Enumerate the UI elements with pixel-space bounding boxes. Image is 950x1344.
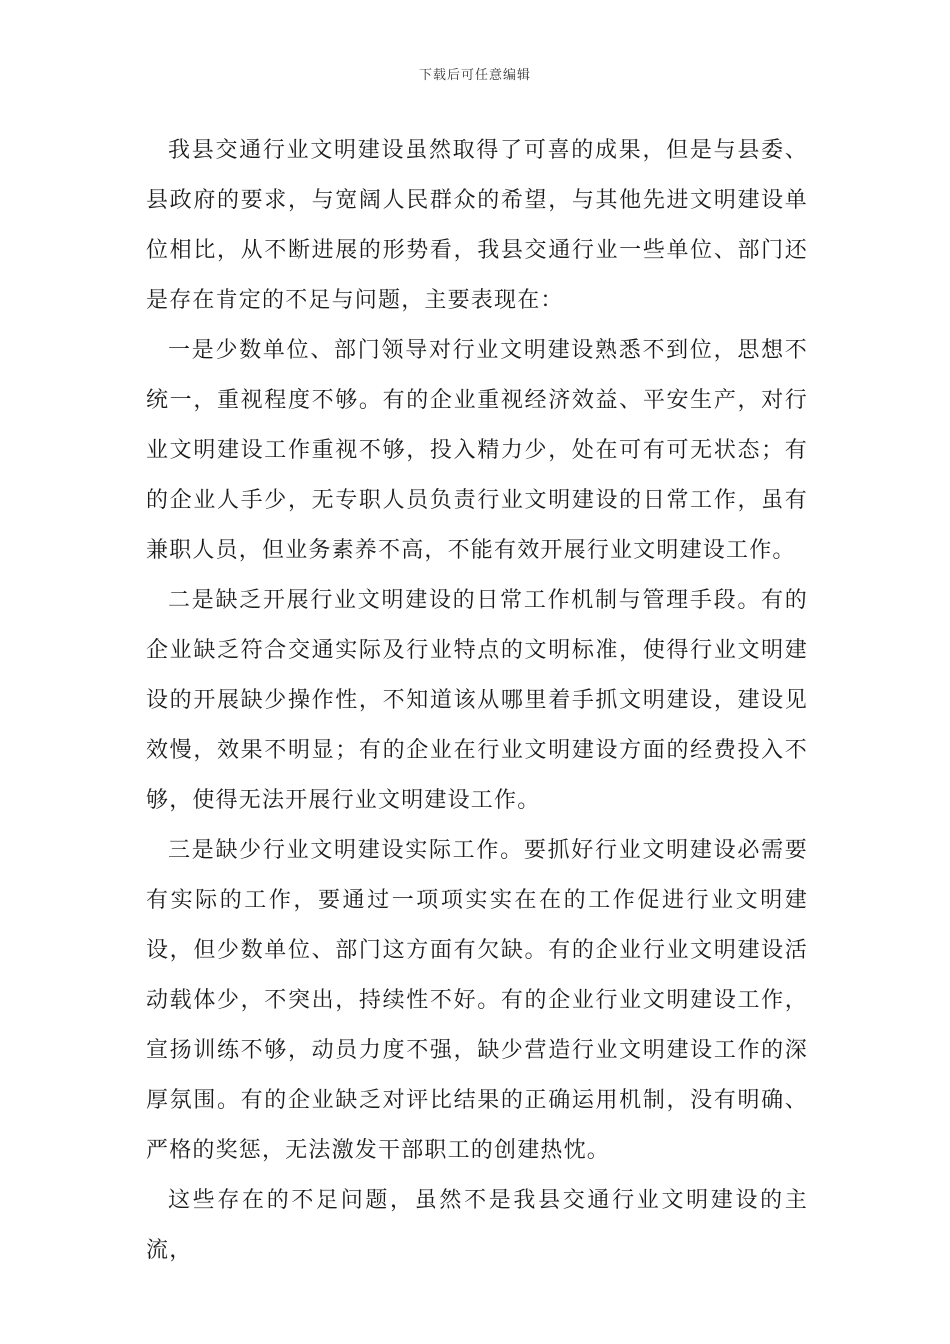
paragraph-1: 我县交通行业文明建设虽然取得了可喜的成果，但是与县委、县政府的要求，与宽阔人民群众的希望，与其他先进文明建设单位相比，从不断进展的形势看，我县交通行业一些单位、部门还是存在肯定的不足与问题，主要表现在： <box>146 138 808 313</box>
paragraph-2: 一是少数单位、部门领导对行业文明建设熟悉不到位，思想不统一，重视程度不够。有的企业重视经济效益、平安生产，对行业文明建设工作重视不够，投入精力少，处在可有可无状态；有的企业人手少，无专职人员负责行业文明建设的日常工作，虽有兼职人员，但业务素养不高，不能有效开展行业文明建设工作。 <box>146 338 808 563</box>
paragraph-3: 二是缺乏开展行业文明建设的日常工作机制与管理手段。有的企业缺乏符合交通实际及行业特点的文明标准，使得行业文明建设的开展缺少操作性，不知道该从哪里着手抓文明建设，建设见效慢，效果不明显；有的企业在行业文明建设方面的经费投入不够，使得无法开展行业文明建设工作。 <box>146 588 808 813</box>
document-body <box>146 126 808 1276</box>
paragraph-5: 这些存在的不足问题，虽然不是我县交通行业文明建设的主流， <box>146 1188 808 1263</box>
header-note: 下载后可任意编辑 <box>418 68 531 83</box>
paragraph-4: 三是缺少行业文明建设实际工作。要抓好行业文明建设必需要有实际的工作，要通过一项项实实在在的工作促进行业文明建设，但少数单位、部门这方面有欠缺。有的企业行业文明建设活动载体少，不突出，持续性不好。有的企业行业文明建设工作，宣扬训练不够，动员力度不强，缺少营造行业文明建设工作的深厚氛围。有的企业缺乏对评比结果的正确运用机制，没有明确、严格的奖惩，无法激发干部职工的创建热忱。 <box>146 838 808 1163</box>
